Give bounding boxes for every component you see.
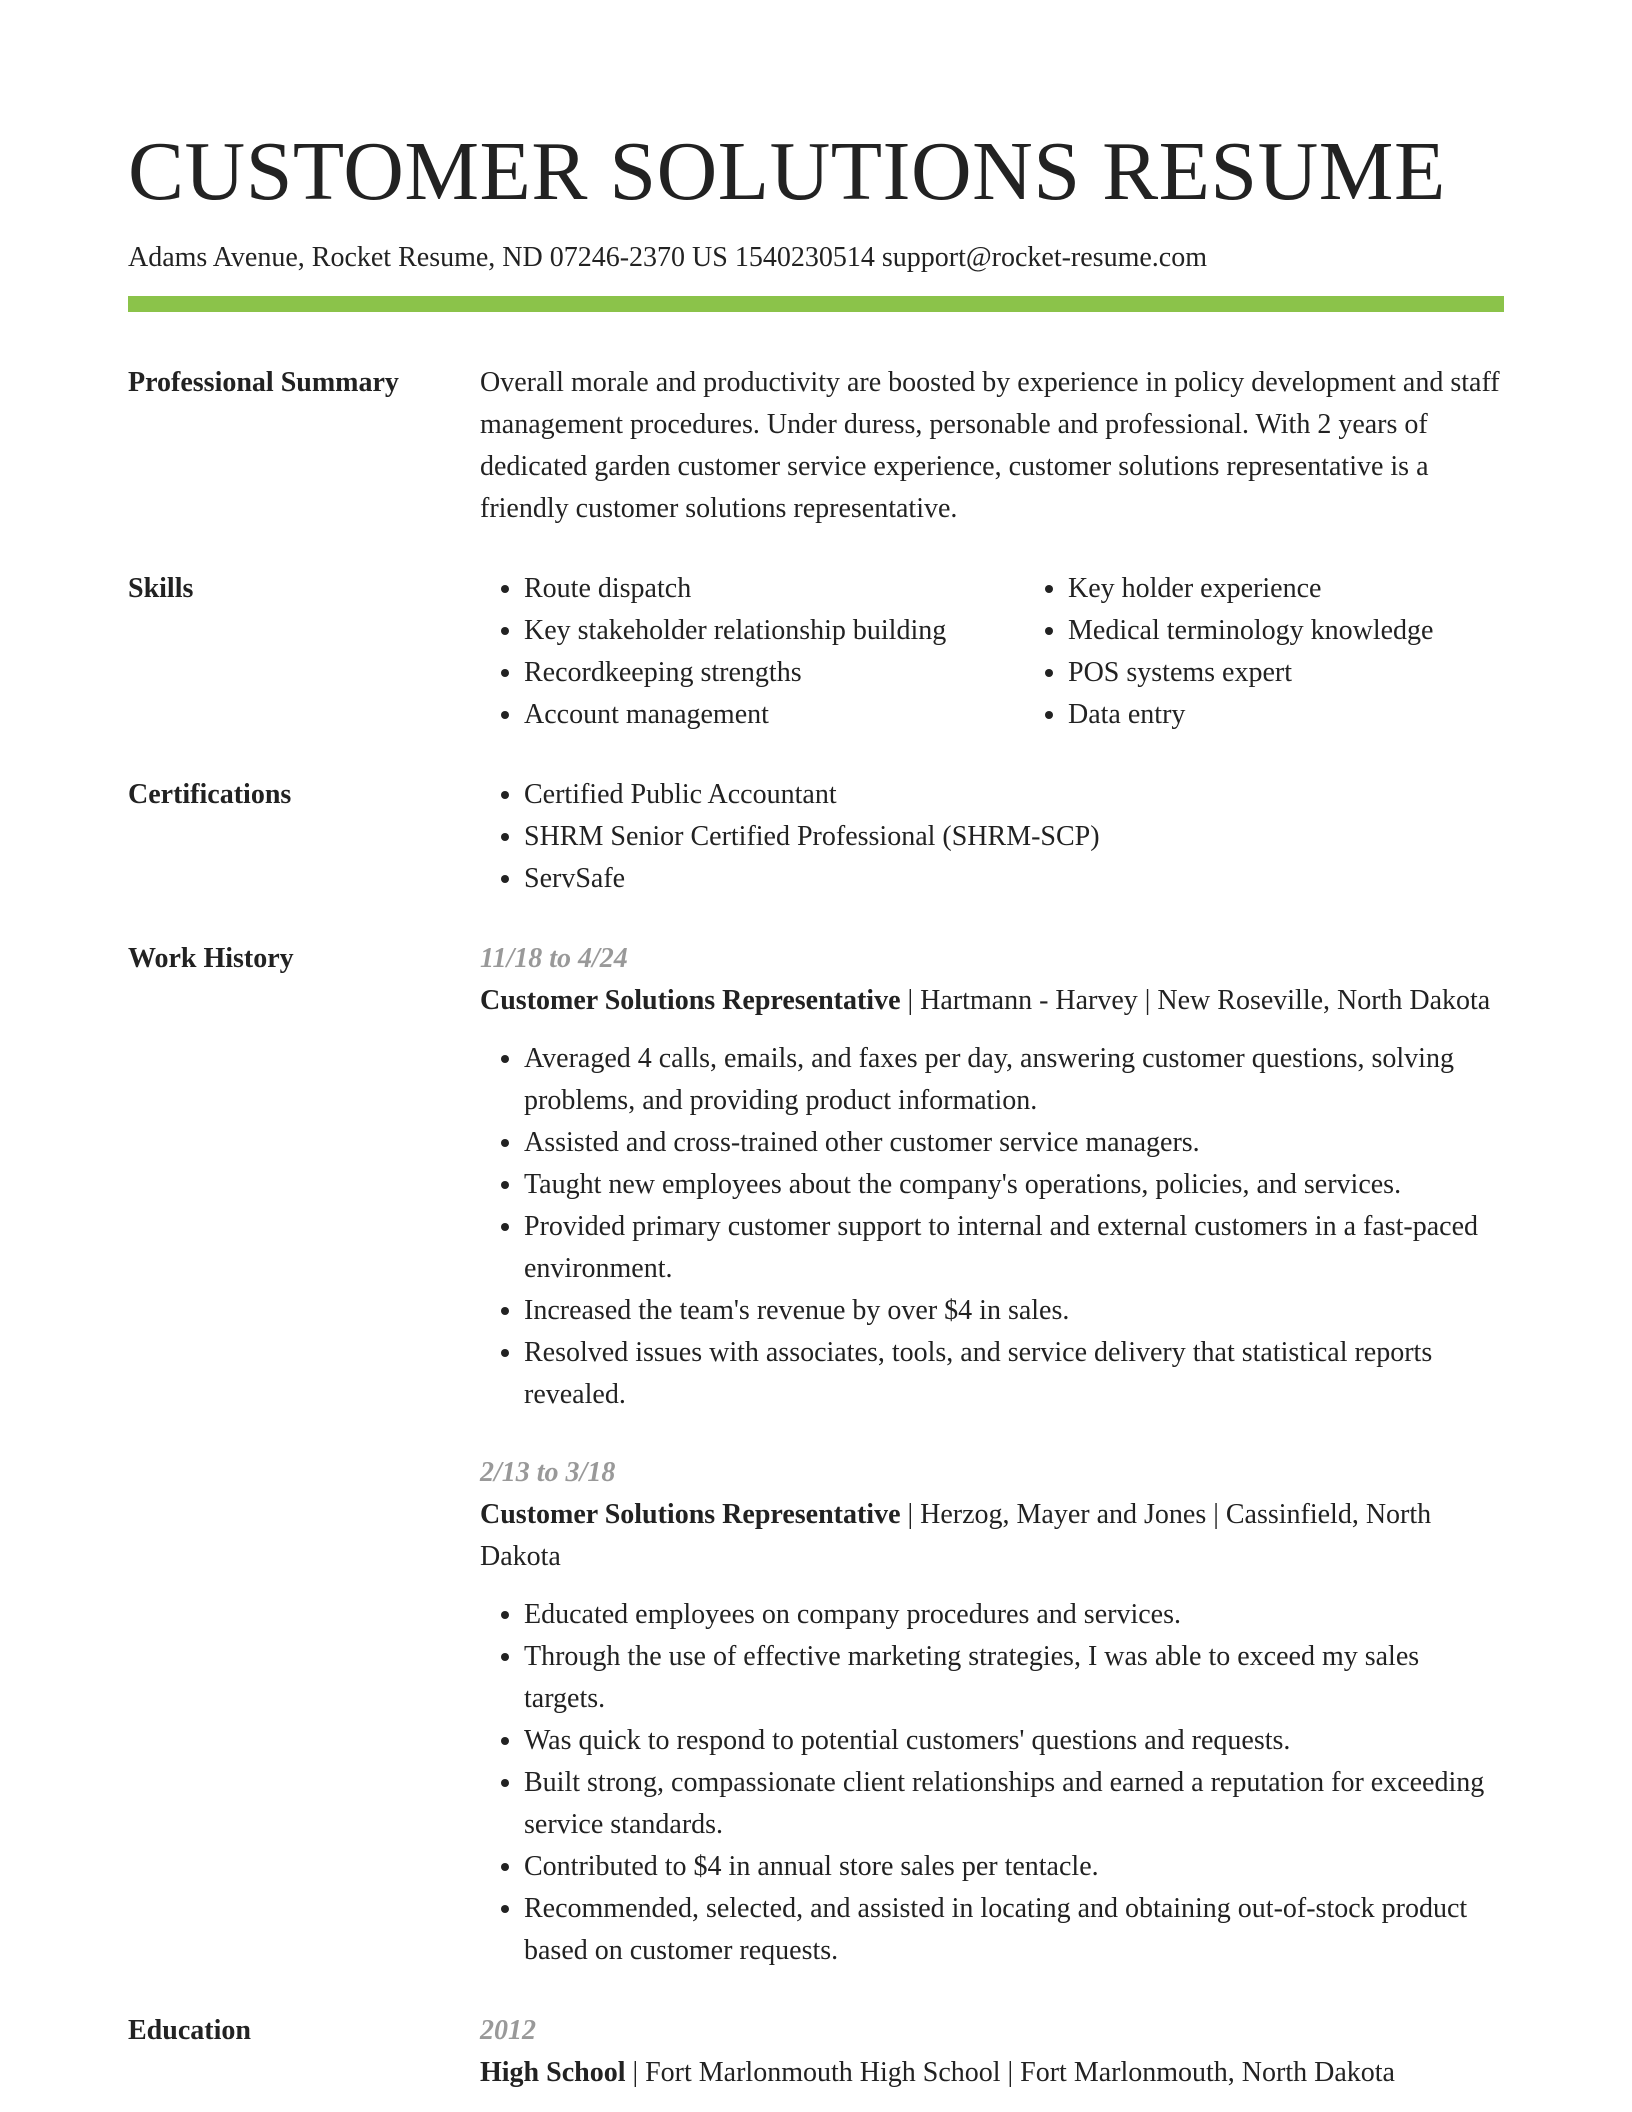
job-dates: 2/13 to 3/18 bbox=[480, 1457, 616, 1488]
job-duties bbox=[480, 1594, 1504, 1972]
section-skills bbox=[128, 568, 1504, 736]
list-item: • Recordkeeping strengths bbox=[524, 652, 1028, 694]
list-item: • Was quick to respond to potential customers' questions and requests. bbox=[524, 1720, 1504, 1762]
section-work-history bbox=[128, 938, 1504, 1972]
resume-title: CUSTOMER SOLUTIONS RESUME bbox=[128, 125, 1446, 218]
section-label: Work History bbox=[128, 943, 294, 974]
job-entry bbox=[480, 938, 1504, 1416]
list-item: • Recommended, selected, and assisted in locating and obtaining out-of-stock product based on customer requests. bbox=[524, 1888, 1504, 1972]
job-entry bbox=[480, 1452, 1504, 1972]
list-item: • SHRM Senior Certified Professional (SHRM-SCP) bbox=[524, 816, 1504, 858]
section-label: Education bbox=[128, 2015, 251, 2046]
section-certifications bbox=[128, 774, 1504, 900]
summary-text: Overall morale and productivity are boosted by experience in policy development and staff management procedures. Under duress, personable and professional. With 2 years of dedicated garden customer service experience, customer solutions representative is a friendly customer solutions representative. bbox=[480, 367, 1500, 524]
list-item: • Through the use of effective marketing strategies, I was able to exceed my sales targets. bbox=[524, 1636, 1504, 1720]
list-item: • Key holder experience bbox=[1068, 568, 1572, 610]
job-title: Customer Solutions Representative bbox=[480, 1499, 901, 1530]
list-item: • POS systems expert bbox=[1068, 652, 1572, 694]
list-item: • Medical terminology knowledge bbox=[1068, 610, 1572, 652]
list-item: • Key stakeholder relationship building bbox=[524, 610, 1028, 652]
list-item: • Contributed to $4 in annual store sales per tentacle. bbox=[524, 1846, 1504, 1888]
list-item: • ServSafe bbox=[524, 858, 1504, 900]
list-item: • Educated employees on company procedures and services. bbox=[524, 1594, 1504, 1636]
list-item: • Increased the team's revenue by over $4 in sales. bbox=[524, 1290, 1504, 1332]
section-professional-summary bbox=[128, 362, 1504, 530]
job-heading bbox=[480, 1494, 1504, 1578]
certifications-list bbox=[480, 774, 1504, 900]
list-item: • Taught new employees about the company's operations, policies, and services. bbox=[524, 1164, 1504, 1206]
job-duties bbox=[480, 1038, 1504, 1416]
education-date: 2012 bbox=[480, 2015, 536, 2046]
section-label: Professional Summary bbox=[128, 367, 399, 398]
section-education bbox=[128, 2010, 1504, 2094]
contact-info: Adams Avenue, Rocket Resume, ND 07246-2370 US 1540230514 support@rocket-resume.com bbox=[128, 242, 1207, 273]
job-heading bbox=[480, 980, 1504, 1022]
list-item: • Account management bbox=[524, 694, 1028, 736]
list-item: • Provided primary customer support to internal and external customers in a fast-paced environment. bbox=[524, 1206, 1504, 1290]
list-item: • Resolved issues with associates, tools, and service delivery that statistical reports revealed. bbox=[524, 1332, 1504, 1416]
list-item: • Certified Public Accountant bbox=[524, 774, 1504, 816]
section-label: Certifications bbox=[128, 779, 292, 810]
list-item: • Data entry bbox=[1068, 694, 1572, 736]
skills-column-2 bbox=[1028, 568, 1572, 736]
section-label: Skills bbox=[128, 573, 194, 604]
job-employer-location: | Hartmann - Harvey | New Roseville, North Dakota bbox=[900, 985, 1491, 1016]
list-item: • Averaged 4 calls, emails, and faxes per day, answering customer questions, solving problems, and providing product information. bbox=[524, 1038, 1504, 1122]
list-item: • Route dispatch bbox=[524, 568, 1028, 610]
education-degree: High School bbox=[480, 2057, 626, 2088]
job-title: Customer Solutions Representative bbox=[480, 985, 901, 1016]
resume-page bbox=[128, 118, 1504, 2094]
job-dates: 11/18 to 4/24 bbox=[480, 943, 628, 974]
skills-column-1 bbox=[480, 568, 1028, 736]
accent-divider bbox=[128, 296, 1504, 312]
list-item: • Built strong, compassionate client relationships and earned a reputation for exceeding service standards. bbox=[524, 1762, 1504, 1846]
education-heading bbox=[480, 2052, 1504, 2094]
job-employer-location: | Herzog, Mayer and Jones | Cassinfield, North Dakota bbox=[480, 1499, 1432, 1572]
list-item: • Assisted and cross-trained other customer service managers. bbox=[524, 1122, 1504, 1164]
education-school-location: | Fort Marlonmouth High School | Fort Marlonmouth, North Dakota bbox=[625, 2057, 1395, 2088]
